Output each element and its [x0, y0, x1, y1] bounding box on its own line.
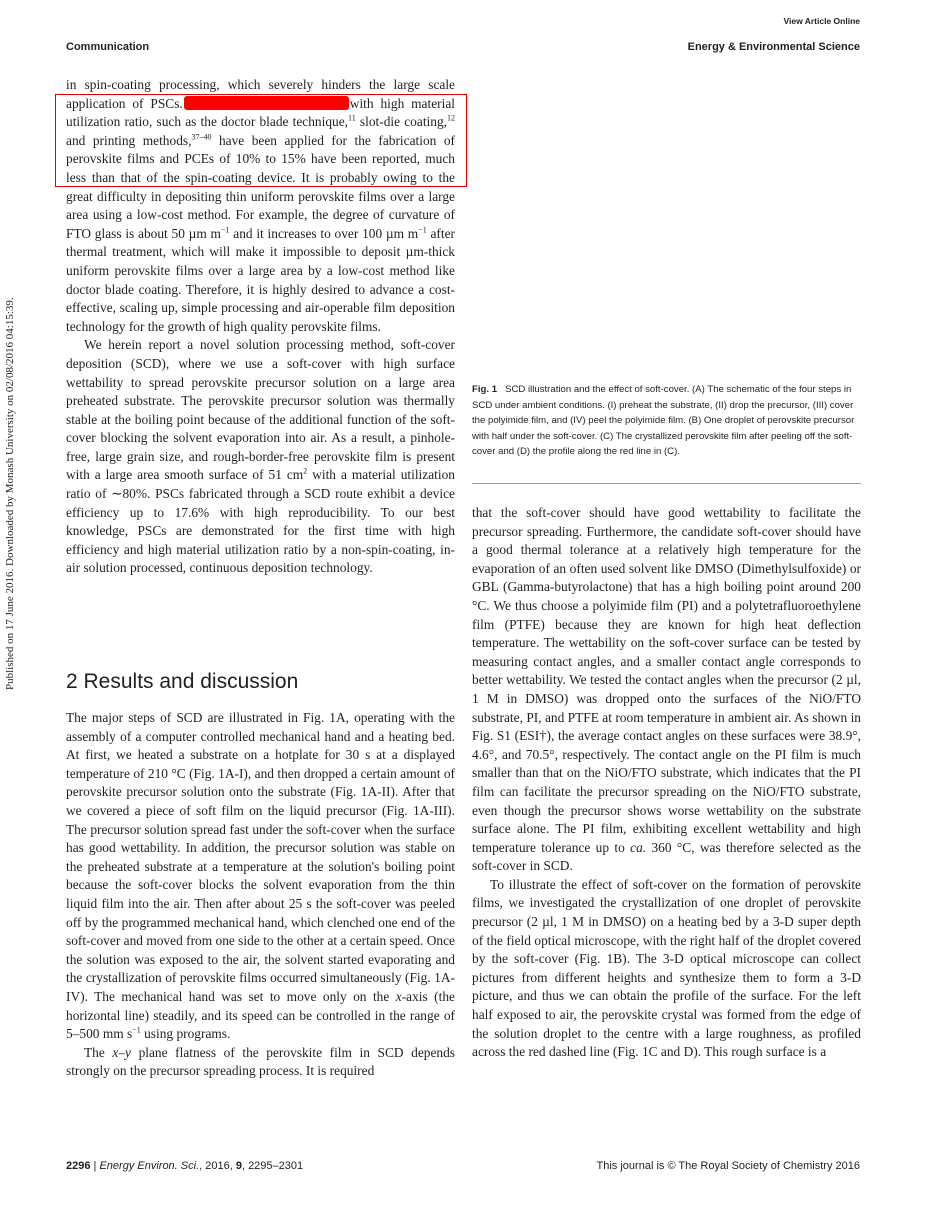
publication-side-note: Published on 17 June 2016. Downloaded by Monash University on 02/08/2016 04:15:39. — [4, 297, 16, 690]
paragraph: We herein report a novel solution processing method, soft-cover deposition (SCD), where we use a soft-cover with high surface wettability to spread perovskite precursor solution on a large area preheated substrate. The perovskite precursor solution was thermally stable at the boiling point because of the additional function of the soft-cover blocking the solvent evaporation into air. As a result, a pinhole-free, large grain size, and rough-border-free perovskite film is present with a large area smooth surface of 51 $cm^2$ with a material utilization ratio of ∼80%. PSCs fabricated through a SCD route exhibit a device efficiency up to 17.6% with high reproducibility. To our best knowledge, PSCs are demonstrated for the first time with high efficiency and high material utilization ratio by a non-spin-coating, in-air solution processed, continuous deposition technology. — [66, 337, 455, 576]
section-label: Communication — [66, 41, 150, 53]
citation-ref[interactable]: 37–40 — [191, 132, 212, 142]
paragraph: that the soft-cover should have good wettability to facilitate the precursor spreading. Furthermore, the candidate soft-cover should have a good thermal tolerance at a relatively high temperature for the evaporation of an often used solvent like DMSO (Dimethylsulfoxide) or GBL (Gamma-butyrolactone) that has a high boiling point around 200 °C. We thus choose a polyimide film (PI) and a polytetrafluoroethylene film (PTFE) because they are known for high heat deflection temperature. The wettability on the soft-cover surface can be tested by measuring contact angles, and a smaller contact angle corresponds to better wettability. We tested the contact angles when the precursor (2 µl, 1 M in DMSO) was dropped onto the surfaces of the NiO/FTO substrate, PI, and PTFE at room temperature in ambient air. As shown in Fig. S1 (ESI†), the average contact angles on these surfaces were 38.9°, 4.6°, and 70.5°, respectively. The contact angle on the PI film is much smaller than that on the NiO/FTO substrate, which indicates that the PI film can facilitate the precursor spreading on the NiO/FTO substrate, even though the precursor shows worse wettability on the substrate surface alone. The PI film, exhibiting excellent wettability and high temperature tolerance up to ca. 360 °C, was therefore selected as the soft-cover in SCD. — [472, 505, 861, 874]
journal-title: Energy & Environmental Science — [687, 41, 860, 53]
paragraph: The major steps of SCD are illustrated in Fig. 1A, operating with the assembly of a computer controlled mechanical hand and a heating bed. At first, we heated a substrate on a hotplate for 30 s at a displayed temperature of 210 °C (Fig. 1A-I), and then dropped a certain amount of perovskite precursor solution onto the substrate (Fig. 1A-II). After that we covered a piece of soft film on the liquid precursor (Fig. 1A-III). The precursor solution spread fast under the soft-cover when the surface has good wettability. In addition, the precursor solution was stable on the preheated substrate at a temperature at the solution's boiling point because the soft-cover blocks the solvent evaporation from the thin liquid film into the air. Then after about 25 s the soft-cover was peeled off by the programmed mechanical hand, which clenched one end of the soft-cover and moved from one side to the other at a certain speed. Once the solution was exposed to the air, the solvent started evaporating and the crystallization of perovskite films occurred simultaneously (Fig. 1A-IV). The mechanical hand was set to move only on the x-axis (the horizontal line) steadily, and its speed can be controlled in the range of 5–500 mm $s^{-1}$ using programs. — [66, 710, 455, 1042]
citation-ref[interactable]: 11 — [348, 113, 356, 123]
highlight-annotation-box — [55, 94, 467, 187]
left-column-continued — [66, 709, 455, 1081]
page-number: 2296 — [66, 1160, 91, 1172]
view-article-online-link[interactable]: View Article Online — [783, 16, 860, 26]
figure-caption: Fig. 1 SCD illustration and the effect of soft-cover. (A) The schematic of the four steps in SCD under ambient conditions. (I) preheat the substrate, (II) drop the precursor, (III) cover the polyimide film, and (IV) peel the polyimide film. (B) One droplet of perovskite precursor with half under the soft-cover. (C) The crystallized perovskite film after peeling off the soft-cover and (D) the profile along the red line in (C). — [472, 384, 855, 457]
figure-label[interactable]: Fig. 1 — [472, 384, 498, 395]
citation-ref[interactable]: 12 — [447, 113, 455, 123]
section-heading: 2 Results and discussion — [66, 670, 299, 693]
right-column — [472, 504, 861, 1062]
paragraph: The x–y plane flatness of the perovskite film in SCD depends strongly on the precursor spreading process. It is required — [66, 1044, 456, 1079]
paragraph: in spin-coating processing, which severely hinders the large scale application of PSCs. with high material utilization ratio, such as the doctor blade technique,$^{11}$ slot-die coating,$^{12}$ and printing methods,$^{37-40}$ have been applied for the fabrication of perovskite films and PCEs of 10% to 15% have been reported, much less than that of the spin-coating device. It is probably owing to the great difficulty in depositing thin uniform perovskite films over a large area using a low-cost method. For example, the degree of curvature of FTO glass is about 50 µm $m^{-1}$ and it increases to over 100 µm $m^{-1}$ after thermal treatment, which will make it impossible to deposit µm-thick uniform perovskite films over a large area by a low-cost method like doctor blade coating. Therefore, it is highly desired to advance a cost-effective, scaling up, simple processing and air-operable film deposition technology for the growth of high quality perovskite films. — [66, 77, 456, 334]
footer-citation: 2296 | Energy Environ. Sci., 2016, 9, 2295–2301 — [66, 1160, 304, 1172]
paragraph: To illustrate the effect of soft-cover on the formation of perovskite films, we investigated the crystallization of one droplet of perovskite precursor (2 µl, 1 M in DMSO) on a heating bed by a 3-D super depth of the field optical microscope, with the right half of the droplet covered by the soft-cover (Fig. 1B). The 3-D optical microscope can collect pictures from different heights and synthesize them to form a 3-D picture, and thus we can obtain the profile of the surface. For the left half exposed to air, the perovskite crystal was formed from the edge of the solution droplet to the centre with a large roughness, as profiled across the red dashed line (Fig. 1C and D). This rough surface is a — [472, 876, 861, 1060]
caption-divider — [472, 483, 861, 484]
footer-copyright: This journal is © The Royal Society of Chemistry 2016 — [596, 1160, 860, 1172]
